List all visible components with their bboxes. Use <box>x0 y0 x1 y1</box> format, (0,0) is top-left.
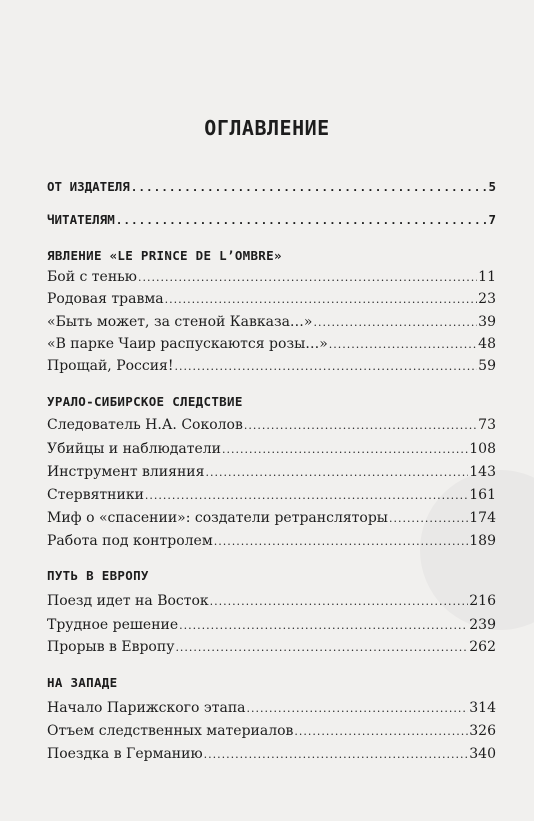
leader-dots <box>179 615 468 637</box>
leader-dots <box>389 508 468 530</box>
toc-entry[interactable] <box>47 636 496 658</box>
toc-entry[interactable] <box>47 484 496 506</box>
leader-dots <box>165 289 478 311</box>
toc-entry-label: ЧИТАТЕЛЯМ <box>47 212 115 227</box>
leader-dots <box>222 439 468 461</box>
toc-entry[interactable] <box>47 333 496 355</box>
leader-dots <box>204 744 469 766</box>
leader-dots <box>116 210 488 232</box>
toc-entry[interactable] <box>47 720 496 742</box>
toc-entry-label: Работа под контролем <box>47 533 213 549</box>
toc-entry[interactable] <box>47 266 496 288</box>
toc-entry-label: Поездка в Германию <box>47 746 203 762</box>
toc-entry-label: Убийцы и наблюдатели <box>47 441 221 457</box>
toc-entry-label: Трудное решение <box>47 617 179 633</box>
toc-entry-page: 5 <box>488 179 496 194</box>
section-heading: ЯВЛЕНИЕ «LE PRINCE DE L’OMBRE» <box>47 248 282 263</box>
toc-entry-page: 39 <box>478 314 496 330</box>
toc-entry-page: 11 <box>478 269 496 285</box>
toc-entry-publisher[interactable] <box>47 176 496 198</box>
leader-dots <box>175 637 468 659</box>
toc-entry-page: 143 <box>469 464 496 480</box>
leader-dots <box>205 462 468 484</box>
toc-entry-page: 73 <box>478 417 496 433</box>
toc-entry-label: Родовая травма <box>47 291 164 307</box>
toc-entry[interactable] <box>47 614 496 636</box>
toc-entry-page: 262 <box>469 639 496 655</box>
leader-dots <box>294 721 468 743</box>
leader-dots <box>145 485 468 507</box>
leader-dots <box>247 698 469 720</box>
toc-entry[interactable] <box>47 288 496 310</box>
toc-entry-page: 23 <box>478 291 496 307</box>
toc-entry-page: 340 <box>469 746 496 762</box>
section-heading: НА ЗАПАДЕ <box>47 675 118 690</box>
toc-entry-label: Прощай, Россия! <box>47 358 174 374</box>
toc-entry-label: Отъем следственных материалов <box>47 723 294 739</box>
leader-dots <box>210 591 469 613</box>
toc-entry[interactable] <box>47 507 496 529</box>
toc-entry-page: 7 <box>488 212 496 227</box>
toc-entry[interactable] <box>47 414 496 436</box>
page-title: ОГЛАВЛЕНИЕ <box>204 116 330 140</box>
toc-entry-page: 48 <box>478 336 496 352</box>
leader-dots <box>138 267 477 289</box>
toc-entry-label: Поезд идет на Восток <box>47 593 209 609</box>
leader-dots <box>244 415 477 437</box>
toc-entry-page: 174 <box>469 510 496 526</box>
toc-entry-page: 108 <box>469 441 496 457</box>
toc-entry-label: Начало Парижского этапа <box>47 700 246 716</box>
toc-entry-page: 189 <box>469 533 496 549</box>
leader-dots <box>314 312 478 334</box>
section-heading: ПУТЬ В ЕВРОПУ <box>47 568 149 583</box>
toc-entry-label: Инструмент влияния <box>47 464 205 480</box>
toc-entry-label: Миф о «спасении»: создатели ретрансляторы <box>47 510 388 526</box>
toc-entry-readers[interactable] <box>47 209 496 231</box>
toc-entry-label: «Быть может, за стеной Кавказа…» <box>47 314 313 330</box>
leader-dots <box>175 356 478 378</box>
toc-entry[interactable] <box>47 530 496 552</box>
section-heading: УРАЛО-СИБИРСКОЕ СЛЕДСТВИЕ <box>47 394 243 409</box>
leader-dots <box>329 334 477 356</box>
toc-entry-label: Стервятники <box>47 487 144 503</box>
toc-entry[interactable] <box>47 590 496 612</box>
leader-dots <box>131 177 488 199</box>
toc-entry-label: Прорыв в Европу <box>47 639 175 655</box>
toc-entry-page: 59 <box>478 358 496 374</box>
toc-entry-page: 216 <box>469 593 496 609</box>
toc-entry[interactable] <box>47 461 496 483</box>
toc-entry[interactable] <box>47 355 496 377</box>
toc-entry-label: ОТ ИЗДАТЕЛЯ <box>47 179 130 194</box>
toc-entry-label: Бой с тенью <box>47 269 137 285</box>
toc-entry-page: 161 <box>469 487 496 503</box>
toc-entry[interactable] <box>47 743 496 765</box>
toc-entry-page: 314 <box>469 700 496 716</box>
toc-entry[interactable] <box>47 311 496 333</box>
toc-entry-page: 239 <box>469 617 496 633</box>
toc-entry-label: «В парке Чаир распускаются розы…» <box>47 336 328 352</box>
toc-entry-label: Следователь Н.А. Соколов <box>47 417 243 433</box>
toc-entry-page: 326 <box>469 723 496 739</box>
leader-dots <box>214 531 469 553</box>
toc-entry[interactable] <box>47 438 496 460</box>
toc-entry[interactable] <box>47 697 496 719</box>
